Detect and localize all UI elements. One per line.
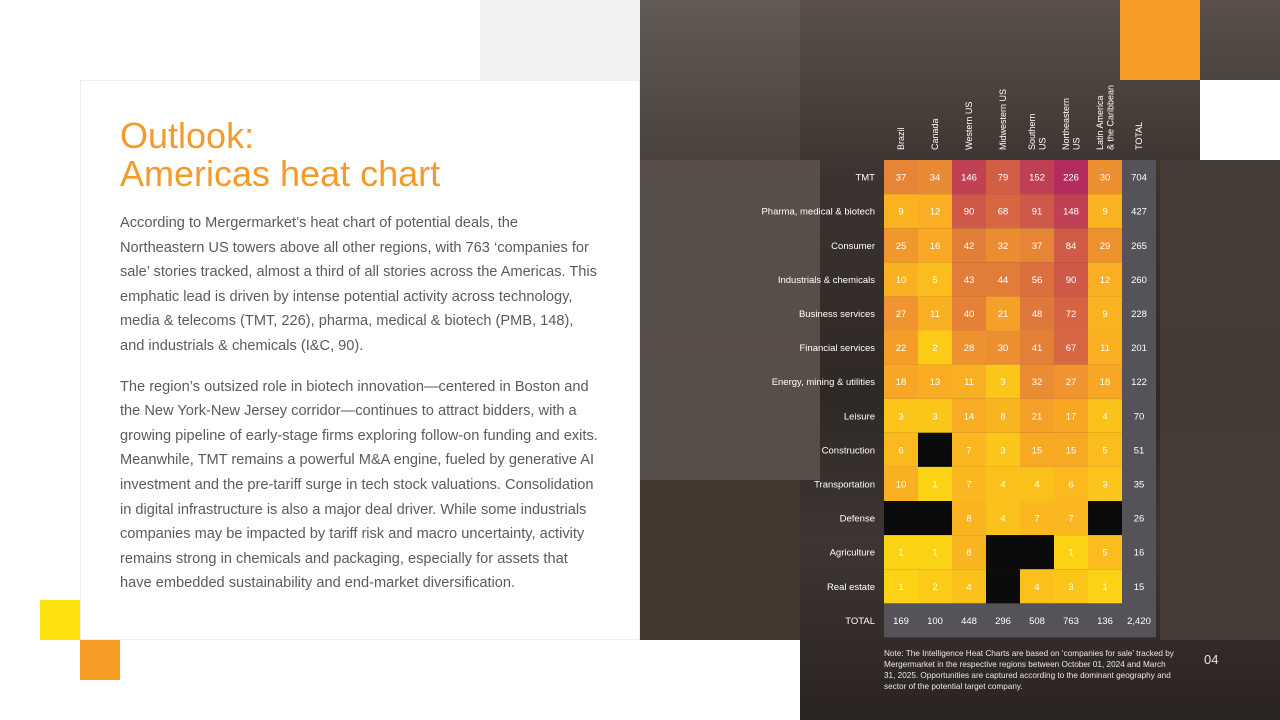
- cell-value: 16: [929, 240, 941, 252]
- cell-value: 5: [1102, 445, 1108, 457]
- column-header: [1095, 85, 1116, 150]
- heat-cell: [918, 501, 952, 535]
- cell-value: 14: [963, 411, 975, 423]
- column-header-line: US: [1071, 137, 1082, 150]
- cell-value: 18: [895, 377, 907, 389]
- cell-value: 8: [1000, 411, 1006, 423]
- cell-value: 12: [929, 206, 941, 218]
- cell-value: 10: [895, 479, 907, 491]
- heat-cell: [884, 501, 918, 535]
- cell-value: 8: [966, 513, 972, 525]
- row-label: Consumer: [831, 240, 875, 252]
- cell-value: 15: [1065, 445, 1077, 457]
- total-column-bg: [1122, 160, 1156, 637]
- row-label: Energy, mining & utilities: [771, 377, 875, 389]
- cell-value: 34: [929, 172, 941, 184]
- column-header-line: Brazil: [896, 127, 906, 150]
- row-label: Transportation: [814, 479, 875, 491]
- cell-value: 4: [1102, 411, 1108, 423]
- cell-value: 2: [932, 581, 938, 593]
- cell-value: 48: [1031, 308, 1043, 320]
- cell-value: 27: [1065, 377, 1077, 389]
- row-label: TMT: [855, 172, 875, 184]
- row-label: Industrials & chemicals: [777, 274, 875, 286]
- cell-value: 8: [966, 547, 972, 559]
- cell-value: 11: [930, 308, 940, 320]
- row-total: 427: [1131, 206, 1147, 218]
- column-total: 296: [995, 615, 1011, 627]
- total-row-label: TOTAL: [845, 615, 875, 627]
- cell-value: 1: [898, 581, 904, 593]
- row-label: Financial services: [799, 343, 875, 355]
- cell-value: 4: [1034, 581, 1040, 593]
- cell-value: 90: [1065, 274, 1077, 286]
- column-header: [896, 127, 906, 150]
- cell-value: 40: [963, 308, 975, 320]
- heat-cell: [1020, 535, 1054, 569]
- cell-value: 2: [932, 343, 938, 355]
- column-header: [964, 102, 974, 150]
- cell-value: 91: [1031, 206, 1043, 218]
- cell-value: 4: [1000, 513, 1006, 525]
- cell-value: 30: [997, 343, 1009, 355]
- cell-value: 13: [929, 377, 941, 389]
- row-label: Construction: [821, 445, 875, 457]
- cell-value: 27: [895, 308, 907, 320]
- column-total: 100: [927, 615, 943, 627]
- title-line-2: Americas heat chart: [120, 153, 441, 194]
- grand-total: 2,420: [1127, 615, 1151, 627]
- column-header: [930, 118, 940, 150]
- cell-value: 32: [997, 240, 1009, 252]
- cell-value: 1: [932, 547, 938, 559]
- cell-value: 9: [1102, 206, 1108, 218]
- cell-value: 4: [1034, 479, 1040, 491]
- heat-cell: [986, 535, 1020, 569]
- column-header-line: US: [1037, 137, 1048, 150]
- cell-value: 3: [932, 411, 938, 423]
- cell-value: 32: [1031, 377, 1043, 389]
- column-header-line: & the Caribbean: [1105, 84, 1116, 150]
- cell-value: 226: [1063, 172, 1079, 184]
- cell-value: 5: [1102, 547, 1108, 559]
- cell-value: 146: [961, 172, 977, 184]
- cell-value: 3: [1068, 581, 1074, 593]
- cell-value: 18: [1099, 377, 1111, 389]
- cell-value: 1: [1068, 547, 1074, 559]
- cell-value: 4: [966, 581, 972, 593]
- row-total: 122: [1131, 377, 1147, 389]
- cell-value: 25: [895, 240, 907, 252]
- column-header-line: Western US: [964, 101, 974, 150]
- cell-value: 11: [964, 377, 974, 389]
- cell-value: 68: [997, 206, 1009, 218]
- row-total: 260: [1131, 274, 1147, 286]
- cell-value: 3: [1000, 377, 1006, 389]
- column-header-line: Midwestern US: [998, 88, 1008, 150]
- column-total: 448: [961, 615, 977, 627]
- column-total: 763: [1063, 615, 1079, 627]
- cell-value: 43: [963, 274, 975, 286]
- paragraph-1: According to Mergermarket’s heat chart of potential deals, the Northeastern US towers above all other regions, with 763 ‘companies for sale’ stories tracked, almost a third of all stories across the Americas. This emphatic lead is driven by intense potential activity across technology, media & telecoms (TMT, 226), pharma, medical & biotech (PMB, 148), and industrials & chemicals (I&C, 90).: [120, 215, 597, 354]
- chart-note: Note: The Intelligence Heat Charts are based on ‘companies for sale’ tracked by Mergermarket in the respective regions between October 01, 2024 and March 31, 2025. Opportunities are captured according to the dominant geography and sector of the potential target company.: [884, 649, 1174, 691]
- column-header-line: Southern: [1026, 113, 1037, 150]
- cell-value: 41: [1031, 343, 1043, 355]
- cell-value: 37: [895, 172, 907, 184]
- cell-value: 152: [1029, 172, 1045, 184]
- row-total: 228: [1131, 308, 1147, 320]
- cell-value: 37: [1031, 240, 1043, 252]
- row-label: Business services: [798, 308, 875, 320]
- cell-value: 29: [1099, 240, 1111, 252]
- row-total: 16: [1133, 547, 1145, 559]
- cell-value: 1: [1102, 581, 1108, 593]
- cell-value: 9: [1102, 308, 1108, 320]
- cell-value: 1: [898, 547, 904, 559]
- cell-value: 9: [898, 206, 904, 218]
- cell-value: 5: [932, 274, 938, 286]
- column-total: 136: [1097, 615, 1113, 627]
- column-header-line: Northeastern: [1060, 97, 1071, 150]
- row-total: 265: [1131, 240, 1147, 252]
- cell-value: 12: [1099, 274, 1111, 286]
- cell-value: 3: [898, 411, 904, 423]
- cell-value: 10: [895, 274, 907, 286]
- cell-value: 17: [1065, 411, 1077, 423]
- column-total: 169: [893, 615, 909, 627]
- cell-value: 6: [898, 445, 904, 457]
- cell-value: 67: [1065, 343, 1077, 355]
- heat-cell: [986, 569, 1020, 603]
- cell-value: 22: [895, 343, 907, 355]
- cell-value: 30: [1099, 172, 1111, 184]
- cell-value: 7: [1068, 513, 1074, 525]
- cell-value: 3: [1102, 479, 1108, 491]
- cell-value: 6: [1068, 479, 1074, 491]
- cell-value: 44: [997, 274, 1009, 286]
- row-total: 704: [1131, 172, 1147, 184]
- heat-cell: [1088, 501, 1122, 535]
- paragraph-2: The region’s outsized role in biotech innovation—centered in Boston and the New York-New Jersey corridor—continues to attract bidders, with a growing pipeline of early-stage firms exploring follow-on funding and exits. Meanwhile, TMT remains a powerful M&A engine, fueled by generative AI investment and the pre-tariff surge in tech stock valuations. Consolidation in digital infrastructure is also a major deal driver. While some industrials companies may be impacted by tariff risk and macro uncertainty, activity remains strong in chemicals and packaging, especially for assets that have embedded sustainability and end-market diversification.: [120, 378, 598, 592]
- cell-value: 21: [997, 308, 1009, 320]
- cell-value: 79: [997, 172, 1009, 184]
- heat-cell: [918, 433, 952, 467]
- column-header-line: TOTAL: [1134, 121, 1144, 150]
- cell-value: 72: [1065, 308, 1077, 320]
- column-total: 508: [1029, 615, 1045, 627]
- row-total: 51: [1133, 445, 1145, 457]
- cell-value: 84: [1065, 240, 1077, 252]
- column-header-line: Latin America: [1094, 95, 1105, 150]
- cell-value: 90: [963, 206, 975, 218]
- cell-value: 7: [966, 479, 972, 491]
- page-number: 04: [1204, 652, 1219, 667]
- cell-value: 1: [932, 479, 938, 491]
- column-header: [1134, 122, 1144, 150]
- row-label: Leisure: [843, 411, 875, 423]
- cell-value: 11: [1100, 343, 1110, 355]
- row-total: 26: [1133, 513, 1145, 525]
- cell-value: 3: [1000, 445, 1006, 457]
- row-total: 15: [1133, 581, 1145, 593]
- row-total: 35: [1133, 479, 1145, 491]
- cell-value: 21: [1031, 411, 1043, 423]
- column-header-line: Canada: [930, 118, 940, 150]
- cell-value: 4: [1000, 479, 1006, 491]
- row-label: Pharma, medical & biotech: [761, 206, 875, 218]
- title-line-1: Outlook:: [120, 115, 255, 156]
- cell-value: 28: [963, 343, 975, 355]
- row-label: Defense: [839, 513, 875, 525]
- column-header: [1061, 98, 1082, 150]
- row-total: 201: [1131, 343, 1147, 355]
- column-header: [998, 89, 1008, 150]
- cell-value: 148: [1063, 206, 1079, 218]
- cell-value: 56: [1031, 274, 1043, 286]
- cell-value: 15: [1031, 445, 1043, 457]
- cell-value: 42: [963, 240, 975, 252]
- row-total: 70: [1133, 411, 1145, 423]
- row-label: Agriculture: [829, 547, 875, 559]
- row-label: Real estate: [826, 581, 875, 593]
- cell-value: 7: [966, 445, 972, 457]
- cell-value: 7: [1034, 513, 1040, 525]
- column-header: [1027, 113, 1048, 150]
